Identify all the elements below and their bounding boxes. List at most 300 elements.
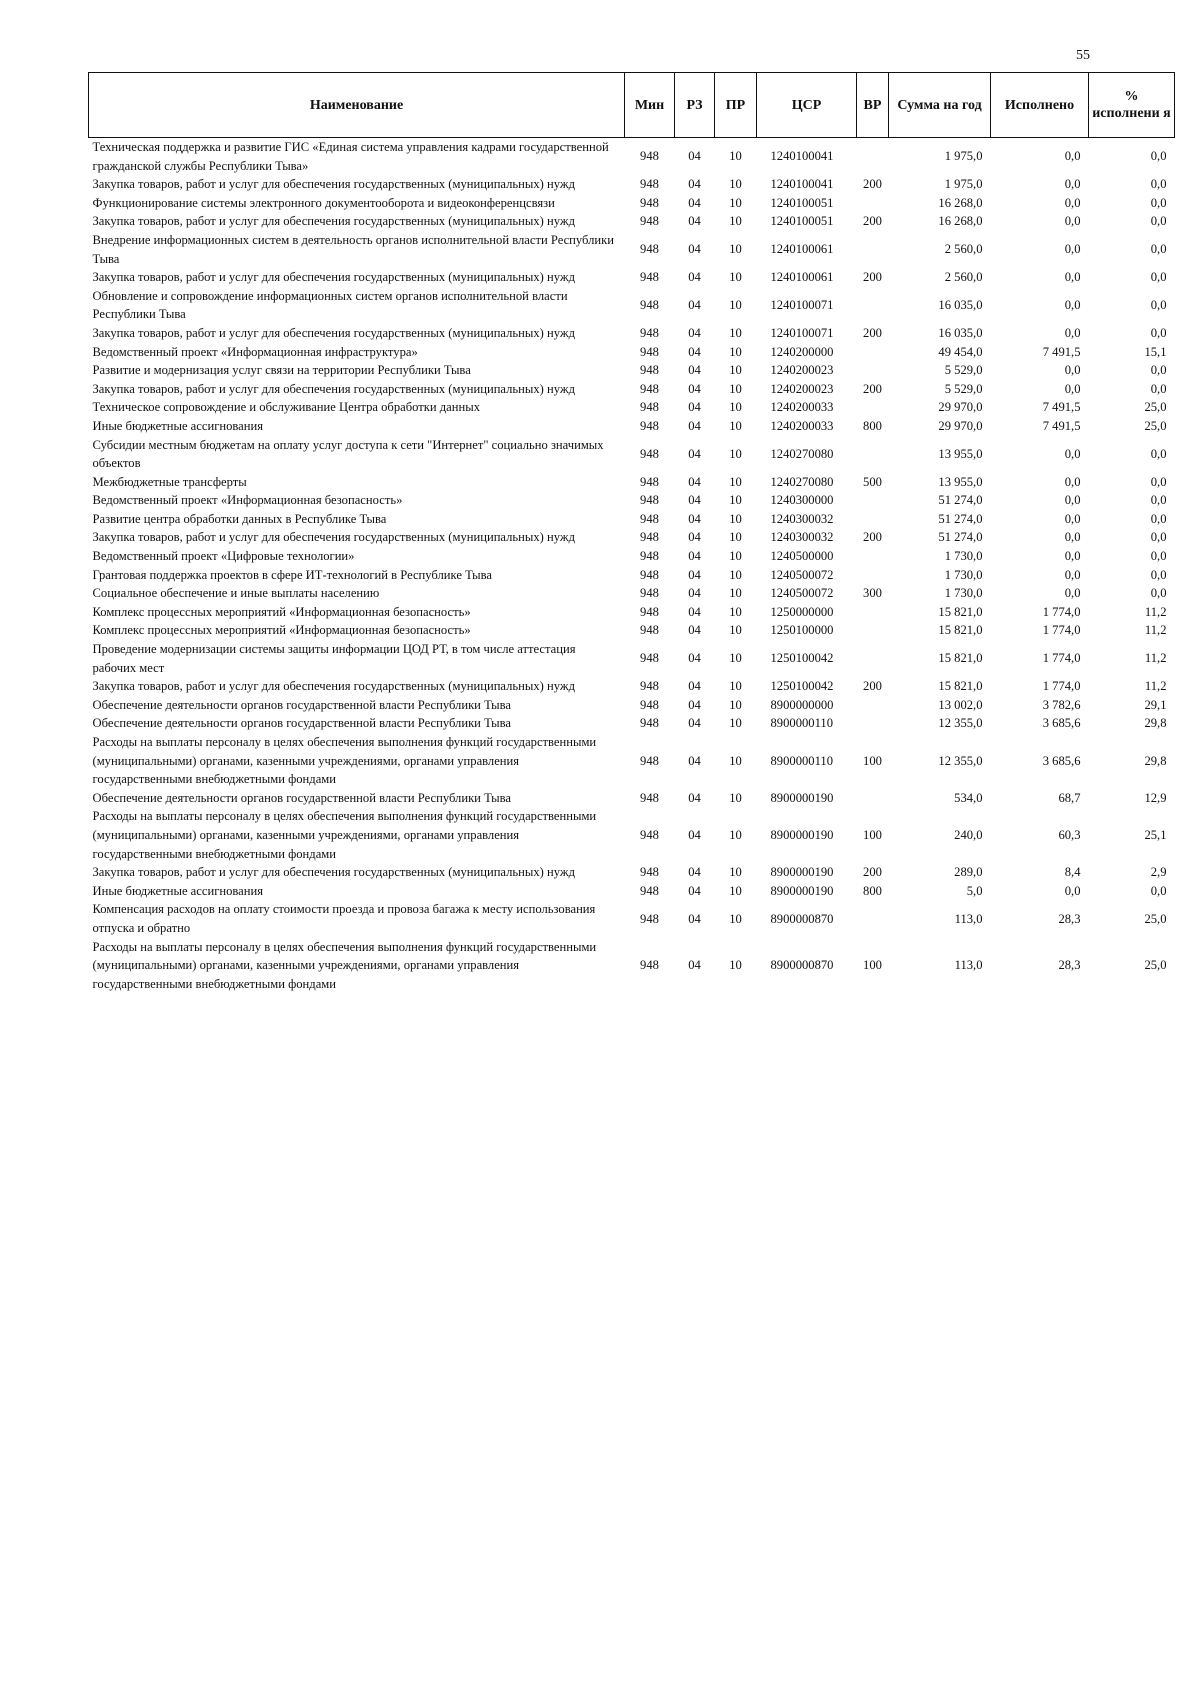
table-row [89, 212, 1175, 231]
cell-executed: 0,0 [1064, 511, 1081, 526]
table-row [89, 417, 1175, 436]
table-row [89, 938, 1175, 994]
table-body [89, 138, 1175, 994]
cell-sum: 15 821,0 [938, 623, 983, 638]
cell-pr: 10 [729, 177, 742, 192]
cell-min: 948 [640, 911, 659, 926]
cell-percent: 0,0 [1150, 549, 1167, 564]
cell-pr: 10 [729, 363, 742, 378]
cell-sum: 113,0 [954, 958, 983, 973]
cell-vr: 300 [863, 586, 882, 601]
cell-sum: 16 035,0 [938, 325, 983, 340]
cell-pr: 10 [729, 418, 742, 433]
cell-executed: 0,0 [1064, 883, 1081, 898]
cell-min: 948 [640, 604, 659, 619]
cell-sum: 13 955,0 [938, 446, 983, 461]
cell-percent: 0,0 [1150, 270, 1167, 285]
cell-rz: 04 [688, 474, 701, 489]
cell-percent: 0,0 [1150, 242, 1167, 257]
cell-min: 948 [640, 511, 659, 526]
table-row [89, 510, 1175, 529]
cell-pr: 10 [729, 530, 742, 545]
cell-sum: 29 970,0 [938, 400, 983, 415]
cell-pr: 10 [729, 679, 742, 694]
cell-name: Расходы на выплаты персоналу в целях обеспечения выполнения функций государственными (муниципальными) органами, казенными учреждениями, органами управления государственными внебюджетными фондами [92, 939, 597, 991]
cell-pr: 10 [729, 298, 742, 313]
cell-rz: 04 [688, 446, 701, 461]
table-row [89, 807, 1175, 863]
cell-percent: 11,2 [1144, 604, 1167, 619]
table-row [89, 900, 1175, 937]
cell-rz: 04 [688, 242, 701, 257]
cell-name: Обеспечение деятельности органов государственной власти Республики Тыва [92, 790, 511, 805]
cell-min: 948 [640, 651, 659, 666]
cell-pr: 10 [729, 697, 742, 712]
cell-rz: 04 [688, 586, 701, 601]
cell-csr: 8900000190 [770, 827, 834, 842]
cell-vr [857, 640, 889, 677]
cell-csr: 1250100042 [770, 651, 834, 666]
cell-percent: 25,0 [1144, 911, 1167, 926]
cell-percent: 25,0 [1144, 418, 1167, 433]
cell-executed: 7 491,5 [1042, 400, 1081, 415]
cell-vr [857, 547, 889, 566]
cell-name: Обеспечение деятельности органов государственной власти Республики Тыва [92, 716, 511, 731]
cell-pr: 10 [729, 242, 742, 257]
cell-csr: 1240100071 [770, 298, 834, 313]
cell-rz: 04 [688, 623, 701, 638]
cell-vr: 200 [863, 381, 882, 396]
cell-name: Закупка товаров, работ и услуг для обеспечения государственных (муниципальных) нужд [92, 270, 575, 285]
cell-csr: 1240200033 [770, 418, 834, 433]
table-row [89, 528, 1175, 547]
cell-rz: 04 [688, 418, 701, 433]
cell-csr: 1240270080 [770, 446, 834, 461]
cell-percent: 0,0 [1150, 363, 1167, 378]
cell-vr: 200 [863, 679, 882, 694]
cell-executed: 0,0 [1064, 567, 1081, 582]
cell-pr: 10 [729, 149, 742, 164]
cell-name: Межбюджетные трансферты [92, 474, 247, 489]
cell-csr: 8900000110 [770, 753, 834, 768]
cell-name: Техническая поддержка и развитие ГИС «Единая система управления кадрами государственной гражданской службы Республики Тыва» [92, 140, 609, 173]
cell-vr: 200 [863, 865, 882, 880]
cell-name: Закупка товаров, работ и услуг для обеспечения государственных (муниципальных) нужд [92, 214, 575, 229]
cell-csr: 1240100051 [770, 214, 834, 229]
cell-executed: 0,0 [1064, 381, 1081, 396]
table-row [89, 621, 1175, 640]
cell-percent: 0,0 [1150, 511, 1167, 526]
cell-min: 948 [640, 716, 659, 731]
table-row [89, 436, 1175, 473]
cell-executed: 0,0 [1064, 586, 1081, 601]
cell-rz: 04 [688, 716, 701, 731]
header-min: Мин [625, 73, 675, 138]
cell-pr: 10 [729, 400, 742, 415]
cell-rz: 04 [688, 790, 701, 805]
cell-min: 948 [640, 242, 659, 257]
cell-sum: 49 454,0 [938, 344, 983, 359]
cell-csr: 8900000870 [770, 958, 834, 973]
cell-vr [857, 343, 889, 362]
cell-name: Социальное обеспечение и иные выплаты населению [92, 586, 380, 601]
table-row [89, 584, 1175, 603]
cell-sum: 1 730,0 [944, 549, 983, 564]
cell-name: Иные бюджетные ассигнования [92, 418, 264, 433]
cell-csr: 1240300000 [770, 493, 834, 508]
cell-min: 948 [640, 400, 659, 415]
cell-csr: 1240100061 [770, 242, 834, 257]
cell-percent: 12,9 [1144, 790, 1167, 805]
cell-percent: 0,0 [1150, 325, 1167, 340]
cell-csr: 1250100000 [770, 623, 834, 638]
cell-percent: 0,0 [1150, 214, 1167, 229]
cell-pr: 10 [729, 270, 742, 285]
cell-rz: 04 [688, 827, 701, 842]
cell-vr [857, 361, 889, 380]
cell-vr [857, 621, 889, 640]
cell-pr: 10 [729, 958, 742, 973]
cell-sum: 15 821,0 [938, 651, 983, 666]
table-row [89, 882, 1175, 901]
cell-vr: 200 [863, 177, 882, 192]
cell-min: 948 [640, 474, 659, 489]
cell-csr: 1240300032 [770, 530, 834, 545]
cell-executed: 68,7 [1058, 790, 1081, 805]
cell-name: Компенсация расходов на оплату стоимости проезда и провоза багажа к месту использования отпуска и обратно [92, 902, 596, 935]
cell-csr: 1240100071 [770, 325, 834, 340]
cell-csr: 1240100061 [770, 270, 834, 285]
cell-vr: 800 [863, 418, 882, 433]
cell-executed: 7 491,5 [1042, 344, 1081, 359]
cell-sum: 240,0 [954, 827, 983, 842]
cell-rz: 04 [688, 883, 701, 898]
header-vr: ВР [857, 73, 889, 138]
cell-executed: 0,0 [1064, 298, 1081, 313]
table-row [89, 566, 1175, 585]
cell-min: 948 [640, 418, 659, 433]
cell-pr: 10 [729, 567, 742, 582]
cell-percent: 25,0 [1144, 400, 1167, 415]
cell-min: 948 [640, 567, 659, 582]
cell-percent: 29,8 [1144, 716, 1167, 731]
cell-percent: 0,0 [1150, 493, 1167, 508]
cell-executed: 1 774,0 [1042, 623, 1081, 638]
cell-sum: 12 355,0 [938, 716, 983, 731]
page-number: 55 [1076, 48, 1090, 63]
cell-vr [857, 603, 889, 622]
cell-csr: 1240500072 [770, 567, 834, 582]
cell-min: 948 [640, 623, 659, 638]
table-row [89, 863, 1175, 882]
cell-csr: 1240200000 [770, 344, 834, 359]
cell-rz: 04 [688, 549, 701, 564]
cell-csr: 1240100051 [770, 195, 834, 210]
cell-csr: 1240200023 [770, 363, 834, 378]
cell-percent: 0,0 [1150, 474, 1167, 489]
cell-pr: 10 [729, 474, 742, 489]
cell-sum: 1 975,0 [944, 177, 983, 192]
cell-sum: 13 955,0 [938, 474, 983, 489]
table-row [89, 603, 1175, 622]
cell-name: Закупка товаров, работ и услуг для обеспечения государственных (муниципальных) нужд [92, 381, 575, 396]
cell-name: Функционирование системы электронного документооборота и видеоконференцсвязи [92, 195, 555, 210]
cell-csr: 1250000000 [770, 604, 834, 619]
cell-executed: 0,0 [1064, 149, 1081, 164]
cell-pr: 10 [729, 623, 742, 638]
table-header-row [89, 73, 1175, 138]
cell-sum: 5,0 [966, 883, 983, 898]
cell-percent: 0,0 [1150, 586, 1167, 601]
cell-name: Закупка товаров, работ и услуг для обеспечения государственных (муниципальных) нужд [92, 679, 575, 694]
table-row [89, 231, 1175, 268]
cell-percent: 25,1 [1144, 827, 1167, 842]
cell-csr: 1240200033 [770, 400, 834, 415]
cell-vr: 200 [863, 325, 882, 340]
cell-vr [857, 491, 889, 510]
cell-vr [857, 138, 889, 176]
cell-executed: 3 782,6 [1042, 697, 1081, 712]
cell-vr [857, 714, 889, 733]
cell-min: 948 [640, 270, 659, 285]
cell-percent: 0,0 [1150, 298, 1167, 313]
cell-vr [857, 900, 889, 937]
cell-pr: 10 [729, 549, 742, 564]
cell-min: 948 [640, 549, 659, 564]
cell-csr: 8900000190 [770, 883, 834, 898]
cell-percent: 0,0 [1150, 530, 1167, 545]
cell-name: Иные бюджетные ассигнования [92, 883, 264, 898]
cell-csr: 1240500000 [770, 549, 834, 564]
cell-vr: 200 [863, 270, 882, 285]
cell-executed: 0,0 [1064, 363, 1081, 378]
header-executed: Исполнено [991, 73, 1089, 138]
cell-sum: 1 730,0 [944, 586, 983, 601]
table-row [89, 380, 1175, 399]
table-row [89, 696, 1175, 715]
cell-vr [857, 566, 889, 585]
cell-pr: 10 [729, 344, 742, 359]
cell-sum: 51 274,0 [938, 493, 983, 508]
cell-vr [857, 194, 889, 213]
cell-min: 948 [640, 697, 659, 712]
table-row [89, 194, 1175, 213]
table-row [89, 789, 1175, 808]
cell-pr: 10 [729, 325, 742, 340]
cell-rz: 04 [688, 400, 701, 415]
cell-executed: 3 685,6 [1042, 716, 1081, 731]
cell-pr: 10 [729, 195, 742, 210]
table-row [89, 268, 1175, 287]
cell-csr: 1240270080 [770, 474, 834, 489]
cell-name: Техническое сопровождение и обслуживание Центра обработки данных [92, 400, 481, 415]
cell-vr [857, 789, 889, 808]
table-row [89, 733, 1175, 789]
cell-rz: 04 [688, 363, 701, 378]
cell-min: 948 [640, 586, 659, 601]
cell-percent: 29,1 [1144, 697, 1167, 712]
cell-rz: 04 [688, 214, 701, 229]
cell-executed: 0,0 [1064, 270, 1081, 285]
cell-percent: 29,8 [1144, 753, 1167, 768]
header-percent: % исполнени я [1089, 73, 1175, 138]
cell-executed: 0,0 [1064, 242, 1081, 257]
cell-sum: 1 975,0 [944, 149, 983, 164]
cell-vr: 100 [863, 827, 882, 842]
cell-pr: 10 [729, 446, 742, 461]
cell-executed: 0,0 [1064, 530, 1081, 545]
cell-csr: 8900000190 [770, 790, 834, 805]
cell-csr: 1240500072 [770, 586, 834, 601]
cell-name: Закупка товаров, работ и услуг для обеспечения государственных (муниципальных) нужд [92, 865, 575, 880]
cell-vr: 100 [863, 753, 882, 768]
cell-pr: 10 [729, 753, 742, 768]
cell-executed: 60,3 [1058, 827, 1081, 842]
cell-executed: 0,0 [1064, 177, 1081, 192]
cell-csr: 8900000870 [770, 911, 834, 926]
cell-percent: 0,0 [1150, 149, 1167, 164]
cell-sum: 289,0 [954, 865, 983, 880]
cell-sum: 29 970,0 [938, 418, 983, 433]
cell-csr: 8900000190 [770, 865, 834, 880]
cell-rz: 04 [688, 381, 701, 396]
cell-percent: 0,0 [1150, 381, 1167, 396]
cell-min: 948 [640, 344, 659, 359]
table-row [89, 175, 1175, 194]
cell-percent: 11,2 [1144, 679, 1167, 694]
cell-rz: 04 [688, 530, 701, 545]
cell-name: Развитие и модернизация услуг связи на территории Республики Тыва [92, 363, 471, 378]
cell-vr [857, 287, 889, 324]
cell-rz: 04 [688, 865, 701, 880]
cell-name: Расходы на выплаты персоналу в целях обеспечения выполнения функций государственными (муниципальными) органами, казенными учреждениями, органами управления государственными внебюджетными фондами [92, 809, 597, 861]
cell-min: 948 [640, 446, 659, 461]
cell-rz: 04 [688, 651, 701, 666]
cell-pr: 10 [729, 865, 742, 880]
cell-name: Обеспечение деятельности органов государственной власти Республики Тыва [92, 697, 511, 712]
cell-executed: 28,3 [1058, 911, 1081, 926]
cell-rz: 04 [688, 177, 701, 192]
cell-min: 948 [640, 177, 659, 192]
table-row [89, 324, 1175, 343]
cell-name: Закупка товаров, работ и услуг для обеспечения государственных (муниципальных) нужд [92, 530, 575, 545]
cell-pr: 10 [729, 214, 742, 229]
cell-executed: 1 774,0 [1042, 651, 1081, 666]
cell-sum: 12 355,0 [938, 753, 983, 768]
table-row [89, 547, 1175, 566]
cell-pr: 10 [729, 604, 742, 619]
cell-executed: 3 685,6 [1042, 753, 1081, 768]
cell-rz: 04 [688, 567, 701, 582]
cell-executed: 0,0 [1064, 549, 1081, 564]
table-row [89, 640, 1175, 677]
cell-min: 948 [640, 865, 659, 880]
table-row [89, 343, 1175, 362]
cell-percent: 2,9 [1150, 865, 1167, 880]
cell-csr: 1250100042 [770, 679, 834, 694]
cell-executed: 28,3 [1058, 958, 1081, 973]
cell-vr: 500 [863, 474, 882, 489]
cell-min: 948 [640, 214, 659, 229]
cell-name: Грантовая поддержка проектов в сфере ИТ-технологий в Республике Тыва [92, 567, 492, 582]
cell-executed: 0,0 [1064, 214, 1081, 229]
cell-sum: 16 268,0 [938, 195, 983, 210]
cell-rz: 04 [688, 911, 701, 926]
table-row [89, 398, 1175, 417]
cell-rz: 04 [688, 325, 701, 340]
cell-sum: 51 274,0 [938, 511, 983, 526]
cell-executed: 8,4 [1064, 865, 1081, 880]
cell-sum: 16 268,0 [938, 214, 983, 229]
cell-min: 948 [640, 827, 659, 842]
cell-pr: 10 [729, 381, 742, 396]
cell-rz: 04 [688, 270, 701, 285]
cell-name: Субсидии местным бюджетам на оплату услуг доступа к сети "Интернет" социально значимых объектов [92, 437, 604, 471]
cell-percent: 0,0 [1150, 177, 1167, 192]
cell-sum: 113,0 [954, 911, 983, 926]
cell-executed: 0,0 [1064, 325, 1081, 340]
cell-percent: 25,0 [1144, 958, 1167, 973]
cell-min: 948 [640, 381, 659, 396]
cell-sum: 13 002,0 [938, 697, 983, 712]
cell-percent: 11,2 [1144, 651, 1167, 666]
cell-pr: 10 [729, 586, 742, 601]
cell-name: Закупка товаров, работ и услуг для обеспечения государственных (муниципальных) нужд [92, 177, 575, 192]
cell-sum: 5 529,0 [944, 363, 983, 378]
cell-rz: 04 [688, 493, 701, 508]
cell-percent: 0,0 [1150, 446, 1167, 461]
cell-pr: 10 [729, 493, 742, 508]
cell-min: 948 [640, 298, 659, 313]
cell-vr: 100 [863, 958, 882, 973]
cell-percent: 15,1 [1144, 344, 1167, 359]
cell-rz: 04 [688, 298, 701, 313]
cell-sum: 5 529,0 [944, 381, 983, 396]
cell-name: Ведомственный проект «Информационная инфраструктура» [92, 344, 418, 359]
cell-csr: 1240100041 [770, 149, 834, 164]
cell-vr [857, 231, 889, 268]
budget-table [88, 72, 1175, 993]
header-pr: ПР [715, 73, 757, 138]
cell-vr [857, 696, 889, 715]
cell-vr [857, 398, 889, 417]
cell-rz: 04 [688, 344, 701, 359]
cell-min: 948 [640, 195, 659, 210]
cell-executed: 1 774,0 [1042, 604, 1081, 619]
cell-name: Комплекс процессных мероприятий «Информационная безопасность» [92, 623, 471, 638]
header-csr: ЦСР [757, 73, 857, 138]
cell-rz: 04 [688, 195, 701, 210]
cell-pr: 10 [729, 790, 742, 805]
cell-rz: 04 [688, 604, 701, 619]
cell-min: 948 [640, 325, 659, 340]
cell-csr: 1240300032 [770, 511, 834, 526]
cell-rz: 04 [688, 511, 701, 526]
table-row [89, 714, 1175, 733]
cell-executed: 7 491,5 [1042, 418, 1081, 433]
table-row [89, 473, 1175, 492]
cell-min: 948 [640, 530, 659, 545]
cell-executed: 0,0 [1064, 474, 1081, 489]
cell-name: Комплекс процессных мероприятий «Информационная безопасность» [92, 604, 471, 619]
cell-sum: 15 821,0 [938, 604, 983, 619]
cell-min: 948 [640, 363, 659, 378]
cell-sum: 15 821,0 [938, 679, 983, 694]
cell-min: 948 [640, 679, 659, 694]
cell-rz: 04 [688, 679, 701, 694]
cell-sum: 534,0 [954, 790, 983, 805]
header-name: Наименование [89, 73, 625, 138]
